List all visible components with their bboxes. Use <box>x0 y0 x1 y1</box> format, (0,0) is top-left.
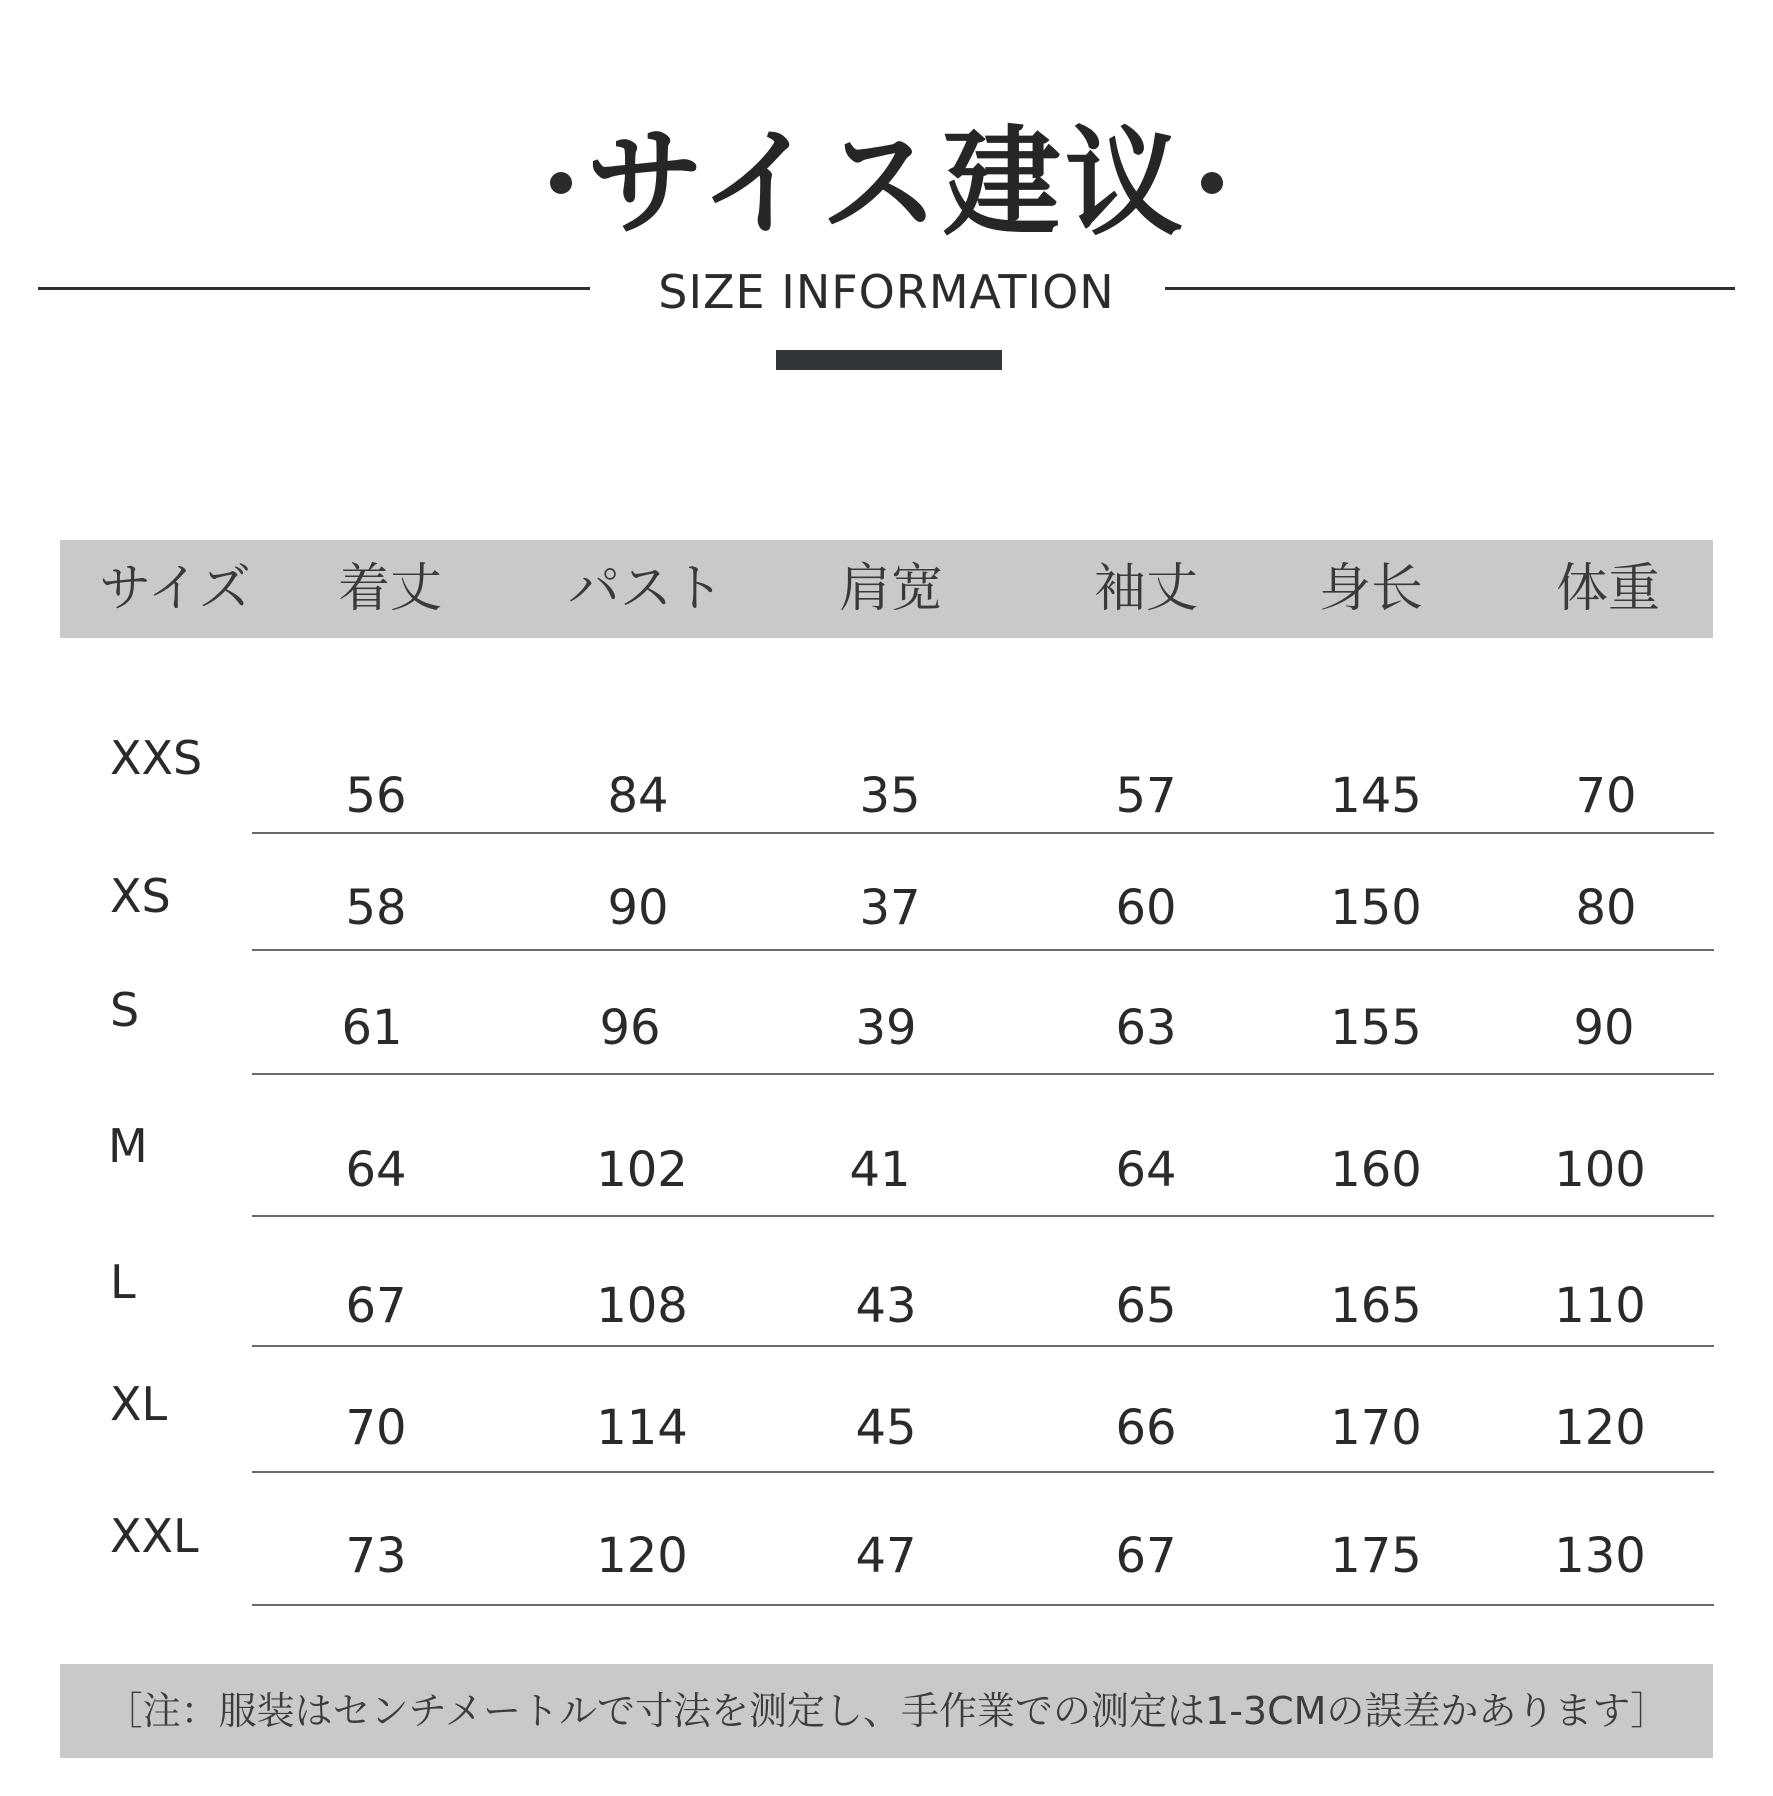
cell-height: 145 <box>1330 768 1422 824</box>
cell-shoulder: 35 <box>859 768 921 824</box>
page-title <box>0 114 1773 252</box>
size-label: L <box>110 1255 136 1309</box>
cell-shoulder: 37 <box>859 880 921 936</box>
cell-length: 64 <box>345 1142 407 1198</box>
cell-weight: 90 <box>1573 1000 1635 1056</box>
cell-weight: 130 <box>1554 1528 1646 1584</box>
cell-height: 150 <box>1330 880 1422 936</box>
row-divider <box>252 1345 1714 1347</box>
title-text: サイス建议 <box>586 114 1187 252</box>
size-label: M <box>108 1119 148 1173</box>
cell-height: 160 <box>1330 1142 1422 1198</box>
table-header <box>60 540 1713 638</box>
header-weight: 体重 <box>1555 559 1660 619</box>
size-label: XL <box>110 1377 168 1431</box>
size-label: S <box>110 983 140 1037</box>
cell-weight: 80 <box>1575 880 1637 936</box>
cell-sleeve: 66 <box>1115 1400 1177 1456</box>
cell-height: 170 <box>1330 1400 1422 1456</box>
header-size: サイズ <box>99 559 251 619</box>
cell-bust: 90 <box>607 880 669 936</box>
row-divider <box>252 1604 1714 1606</box>
cell-bust: 102 <box>596 1142 688 1198</box>
cell-length: 61 <box>341 1000 403 1056</box>
cell-height: 175 <box>1330 1528 1422 1584</box>
row-divider <box>252 832 1714 834</box>
cell-shoulder: 41 <box>849 1142 911 1198</box>
row-divider <box>252 949 1714 951</box>
cell-sleeve: 65 <box>1115 1278 1177 1334</box>
cell-weight: 100 <box>1554 1142 1646 1198</box>
row-divider <box>252 1073 1714 1075</box>
cell-length: 56 <box>345 768 407 824</box>
size-label: XXS <box>110 731 203 785</box>
cell-length: 67 <box>345 1278 407 1334</box>
size-label: XS <box>110 869 171 923</box>
cell-shoulder: 43 <box>855 1278 917 1334</box>
header-length: 着丈 <box>337 559 442 619</box>
cell-sleeve: 63 <box>1115 1000 1177 1056</box>
cell-weight: 120 <box>1554 1400 1646 1456</box>
header-sleeve: 袖丈 <box>1093 559 1198 619</box>
row-divider <box>252 1215 1714 1217</box>
footnote-band <box>60 1664 1713 1758</box>
cell-height: 165 <box>1330 1278 1422 1334</box>
header-height: 身长 <box>1318 559 1423 619</box>
header-bust: パスト <box>567 559 724 619</box>
accent-bar <box>776 350 1002 370</box>
cell-bust: 120 <box>596 1528 688 1584</box>
cell-bust: 96 <box>599 1000 661 1056</box>
cell-weight: 70 <box>1575 768 1637 824</box>
cell-shoulder: 39 <box>855 1000 917 1056</box>
bullet-dot-icon <box>550 172 572 194</box>
bullet-dot-icon <box>1201 172 1223 194</box>
divider-right <box>1165 287 1735 290</box>
cell-bust: 114 <box>596 1400 688 1456</box>
cell-bust: 84 <box>607 768 669 824</box>
cell-sleeve: 64 <box>1115 1142 1177 1198</box>
cell-sleeve: 57 <box>1115 768 1177 824</box>
subtitle: SIZE INFORMATION <box>658 265 1115 319</box>
footnote-text: ［注：服装はセンチメートルで寸法を测定し、手作業での测定は1-3CMの誤差かあります］ <box>104 1689 1669 1733</box>
header-shoulder: 肩宽 <box>838 559 943 619</box>
cell-shoulder: 47 <box>855 1528 917 1584</box>
cell-length: 73 <box>345 1528 407 1584</box>
cell-sleeve: 67 <box>1115 1528 1177 1584</box>
cell-height: 155 <box>1330 1000 1422 1056</box>
cell-shoulder: 45 <box>855 1400 917 1456</box>
cell-sleeve: 60 <box>1115 880 1177 936</box>
cell-length: 58 <box>345 880 407 936</box>
cell-weight: 110 <box>1554 1278 1646 1334</box>
cell-bust: 108 <box>596 1278 688 1334</box>
size-label: XXL <box>110 1509 199 1563</box>
row-divider <box>252 1471 1714 1473</box>
cell-length: 70 <box>345 1400 407 1456</box>
